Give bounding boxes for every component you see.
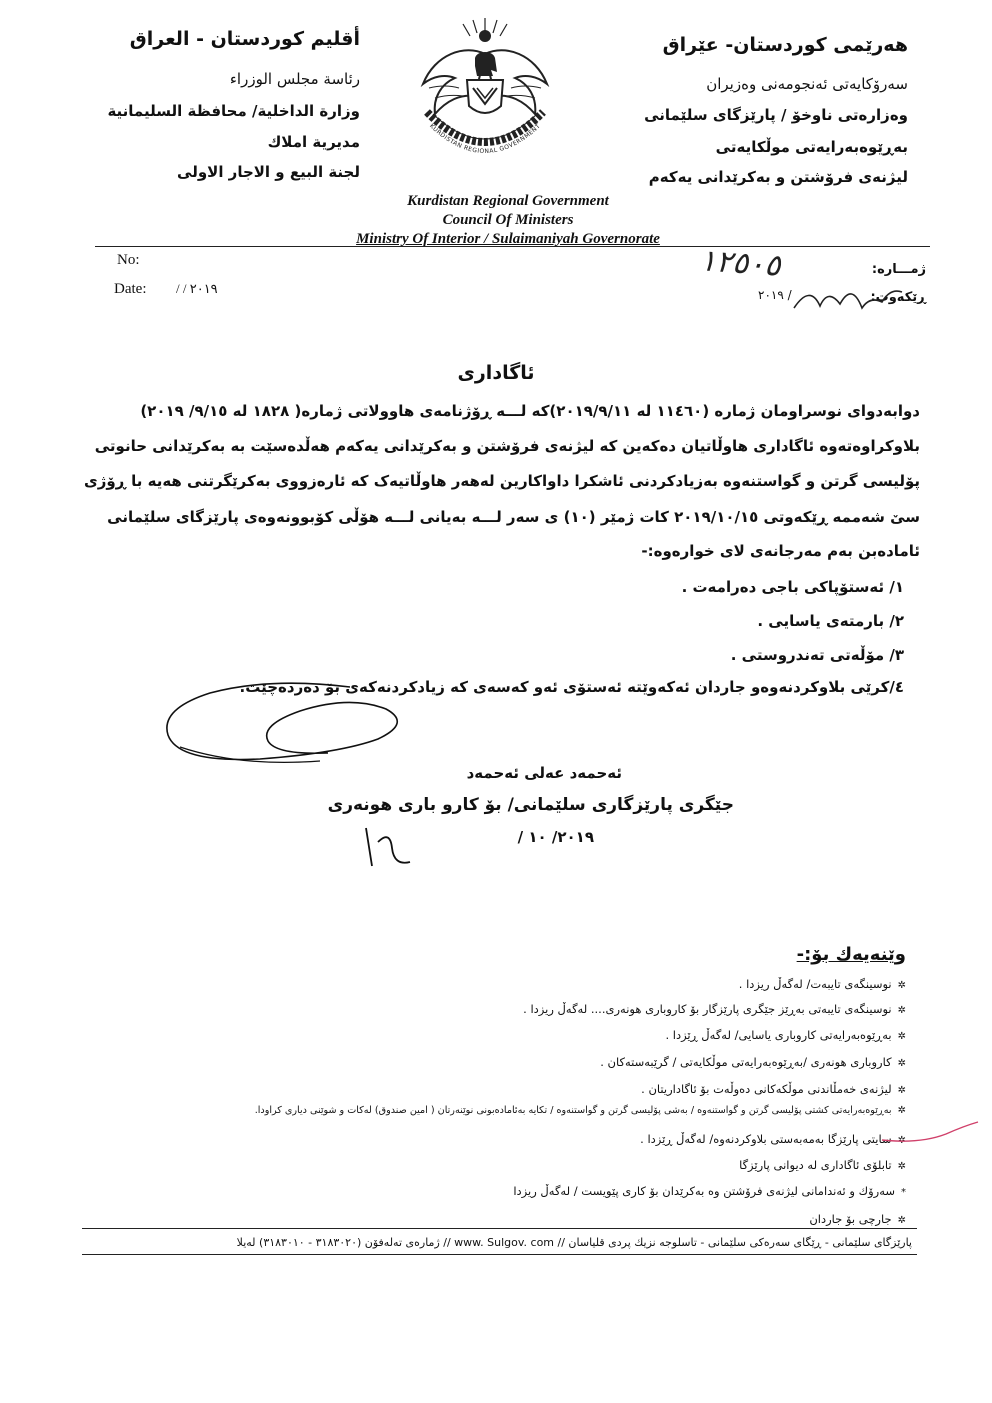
bullet-icon: ✲ bbox=[897, 1161, 906, 1172]
cc-item bbox=[600, 1055, 906, 1069]
footer-divider bbox=[82, 1254, 917, 1255]
body-line: دوابەدوای نوسراومان ژمارە (١١٤٦٠ لە ٢٠١٩/٩/١١)كە لـــە ڕۆژنامەی هاوولاتی ژمارە( ١٨٢٨ لە ٩/١٥/ ٢٠١٩) bbox=[140, 402, 920, 420]
bullet-icon: ✲ bbox=[897, 980, 906, 991]
cc-item bbox=[640, 1132, 906, 1146]
bullet-icon: * bbox=[901, 1187, 906, 1198]
ref-date-label-ku: ڕێكەوت: bbox=[870, 290, 926, 305]
cc-item-text: نوسینگەی تایبەت/ لەگەڵ ریزدا . bbox=[738, 977, 892, 991]
cc-item-text: كاروباری هونەری /بەڕێوەبەرایەتی موڵكایەتی / گرێبەستەكان . bbox=[600, 1055, 892, 1069]
bullet-icon: ✲ bbox=[897, 1058, 906, 1069]
pen-mark bbox=[880, 1120, 980, 1150]
footer-address: پارێزگای سلێمانی - ڕێگای سەرەكی سلێمانی - تاسلوجە نزیك پردی قلیاسان // www. Sulgov. com // ژمارەی تەلەفۆن (٣١٨٣٠٢٠ - ٣١٨٣٠١٠) لەیلا bbox=[236, 1236, 912, 1249]
bullet-icon: ✲ bbox=[897, 1031, 906, 1042]
bullet-icon: ✲ bbox=[897, 1085, 906, 1096]
header-english-line1: Kurdistan Regional Government bbox=[407, 193, 609, 209]
header-right-line: بەڕێوەبەرایەتی موڵكایەتی bbox=[715, 138, 908, 156]
header-left-line: لجنة البيع و الاجار الاولى bbox=[177, 163, 360, 181]
header-english-line3: Ministry Of Interior / Sulaimaniyah Governorate bbox=[356, 231, 660, 247]
signature-date: ٢٠١٩/ ١٠ / bbox=[517, 828, 594, 846]
bullet-icon: ✲ bbox=[897, 1135, 906, 1146]
condition-item: ١/ ئەستۆپاكی باجی دەرامەت . bbox=[681, 578, 904, 596]
header-english-line2: Council Of Ministers bbox=[442, 212, 574, 228]
header-right-line: لیژنەی فرۆشتن و بەكرێدانی یەكەم bbox=[648, 168, 908, 186]
handwritten-date-mark bbox=[790, 278, 910, 318]
header-left-line: رئاسة مجلس الوزراء bbox=[229, 70, 360, 88]
cc-item bbox=[513, 1184, 906, 1198]
cc-item-text: سەرۆك و ئەندامانی لیژنەی فرۆشتن وە بەكرێدان بۆ كاری پێویست / لەگەڵ ریزدا bbox=[513, 1184, 895, 1198]
bullet-icon: ✲ bbox=[897, 1005, 906, 1016]
cc-item-text: بەڕێوەبەرایەتی كاروباری یاسایی/ لەگەڵ ڕێزدا . bbox=[665, 1028, 892, 1042]
header-divider bbox=[95, 246, 930, 247]
header-right-line: سەرۆكایەتی ئەنجومەنی وەزیران bbox=[706, 75, 908, 93]
body-line: ئامادەبن بەم مەرجانەی لای خوارەوە:- bbox=[641, 542, 920, 560]
cc-item bbox=[523, 1002, 906, 1016]
handwritten-day-mark bbox=[358, 822, 418, 872]
bullet-icon: ✲ bbox=[897, 1215, 906, 1226]
header-left-title: أقليم كوردستان - العراق bbox=[129, 28, 360, 50]
cc-item bbox=[641, 1082, 906, 1096]
ref-number-label: ژمـــارە: bbox=[871, 262, 926, 277]
cc-title: وێنەیەك بۆ:- bbox=[796, 944, 906, 965]
cc-item-text: تابلۆی ئاگاداری لە دیوانی پارێزگا bbox=[739, 1158, 892, 1172]
ref-number-value: ١٢٥٠٥ bbox=[698, 243, 782, 284]
cc-item-text: نوسینگەی تایبەتی بەڕێز جێگری پارێزگار بۆ كاروباری هونەری.... لەگەڵ ریزدا . bbox=[523, 1002, 892, 1016]
footer-divider bbox=[82, 1228, 917, 1229]
cc-item-text: سایتی پارێزگا بەمەبەستی بلاوكردنەوە/ لەگەڵ ڕێزدا . bbox=[640, 1132, 892, 1146]
cc-item-text: جارچی بۆ جاردان bbox=[809, 1212, 892, 1226]
emblem-text: KURDISTAN REGIONAL GOVERNMENT bbox=[427, 122, 543, 156]
body-line: پۆلیسی گرتن و گواستنەوە بەزیادكردنی ئاشكرا داواكارین لەهەر هاوڵاتیەک كە ئارەزووی بەكرێگرتنی هەیە با ڕۆژی bbox=[83, 472, 920, 490]
body-line: بلاوكراوەتەوە ئاگاداری هاوڵاتیان دەكەین كە لیژنەی فرۆشتن و بەكرێدانی یەكەم هەڵدەسێت بە بەكرێدانی حانوتی bbox=[94, 437, 920, 455]
cc-item bbox=[255, 1105, 906, 1116]
cc-item bbox=[739, 977, 906, 991]
ref-no-label: No: bbox=[117, 252, 140, 268]
ref-date-label: Date: bbox=[114, 281, 147, 297]
ref-date-value: / / ٢٠١٩ bbox=[176, 281, 218, 296]
bullet-icon: ✲ bbox=[897, 1105, 906, 1116]
krg-emblem-icon bbox=[405, 14, 565, 164]
header-left-line: مديرية املاك bbox=[267, 133, 360, 151]
cc-item bbox=[739, 1158, 906, 1172]
signature-name: ئەحمەد عەلی ئەحمەد bbox=[466, 764, 622, 782]
header-right-line: وەزارەتی ناوخۆ / پارێزگای سلێمانی bbox=[644, 106, 908, 124]
body-line: سێ شەممە ڕێكەوتی ٢٠١٩/١٠/١٥ كات ژمێر (١٠) ی سەر لـــە بەیانی لـــە هۆڵی كۆبوونەوەی پارێزگای سلێمانی bbox=[107, 508, 920, 526]
signature-role: جێگری پارێزگاری سلێمانی/ بۆ كارو باری هونەری bbox=[327, 795, 734, 815]
cc-item-text: لیژنەی خەمڵاندنی موڵكەكانی دەوڵەت بۆ ئاگاداریتان . bbox=[641, 1082, 892, 1096]
condition-item: ٤/كرێی بلاوكردنەوەو جاردان ئەكەوێتە ئەستۆی ئەو كەسەی كە زیادكردنەكەی بۆ دەردەچێت. bbox=[239, 678, 904, 696]
notice-title: ئاگاداری bbox=[457, 362, 535, 384]
handwritten-signature bbox=[150, 675, 450, 785]
cc-item bbox=[809, 1212, 906, 1226]
cc-item-text: بەڕێوەبەرایەتی كشتی پۆلیسی گرتن و گواستنەوە / بەشی پۆلیسی گرتن و گواستنەوە / تكایە بەئامادەبونی نوێنەرتان ( امین صندوق) لەكات و شوێنی دیاری كراودا. bbox=[254, 1105, 892, 1116]
condition-item: ٣/ مۆڵەتی تەندروستی . bbox=[730, 646, 904, 664]
condition-item: ٢/ بارمتەی یاسایی . bbox=[757, 612, 904, 630]
header-right-title: هەرێمی كوردستان- عێراق bbox=[662, 34, 908, 56]
ref-date-value-ku: / ٢٠١٩ bbox=[758, 288, 792, 302]
cc-item bbox=[665, 1028, 906, 1042]
header-left-line: وزارة الداخلية/ محافظة السليمانية bbox=[107, 102, 360, 120]
